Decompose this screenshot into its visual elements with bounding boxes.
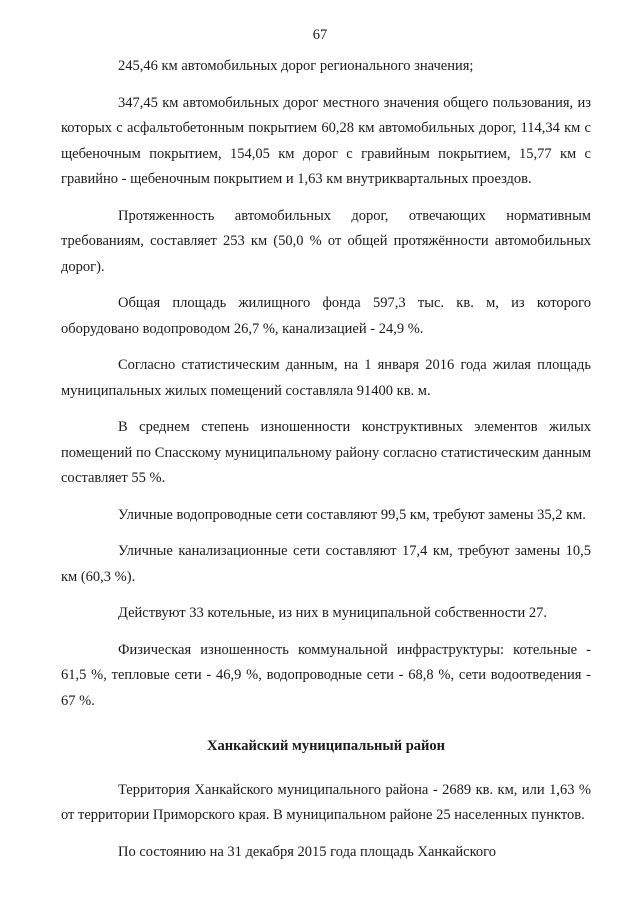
paragraph-infrastructure-wear: Физическая изношенность коммунальной инфраструктуры: котельные - 61,5 %, тепловые сети - 46,9 %, водопроводные сети - 68,8 %, сети водоотведения - 67 %. [61,641,591,709]
paragraph-area-status: По состоянию на 31 декабря 2015 года площадь Ханкайского [118,843,496,860]
paragraph-territory: Территория Ханкайского муниципального района - 2689 кв. км, или 1,63 % от территории Приморского края. В муниципальном районе 25 населенных пунктов. [61,781,591,823]
paragraph-road-standards: Протяженность автомобильных дорог, отвечающих нормативным требованиям, составляет 253 км (50,0 % от общей протяжённости автомобильных дорог). [61,207,591,275]
paragraph-water-networks: Уличные водопроводные сети составляют 99,5 км, требуют замены 35,2 км. [118,506,586,523]
paragraph-local-roads: 347,45 км автомобильных дорог местного значения общего пользования, из которых с асфальтобетонным покрытием 60,28 км автомобильных дорог, 114,34 км с щебеночным покрытием, 154,05 км дорог с гравийным покрытием, 15,77 км с гравийно - щебеночным покрытием и 1,63 км внутриквартальных проездов. [61,94,591,187]
section-heading: Ханкайский муниципальный район [207,738,445,754]
paragraph-housing-wear: В среднем степень изношенности конструктивных элементов жилых помещений по Спасскому муниципальному району согласно статистическим данным составляет 55 %. [61,419,591,486]
paragraph-housing-stock: Общая площадь жилищного фонда 597,3 тыс. кв. м, из которого оборудовано водопроводом 26,7 %, канализацией - 24,9 %. [61,295,591,337]
paragraph-boilers: Действуют 33 котельные, из них в муниципальной собственности 27. [118,605,547,621]
paragraph-municipal-housing: Согласно статистическим данным, на 1 января 2016 года жилая площадь муниципальных жилых помещений составляла 91400 кв. м. [61,357,591,399]
paragraph-regional-roads: 245,46 км автомобильных дорог регионального значения; [118,58,474,74]
document-body [61,54,591,876]
page-number: 67 [312,27,328,43]
paragraph-sewer-networks: Уличные канализационные сети составляют 17,4 км, требуют замены 10,5 км (60,3 %). [61,543,591,585]
